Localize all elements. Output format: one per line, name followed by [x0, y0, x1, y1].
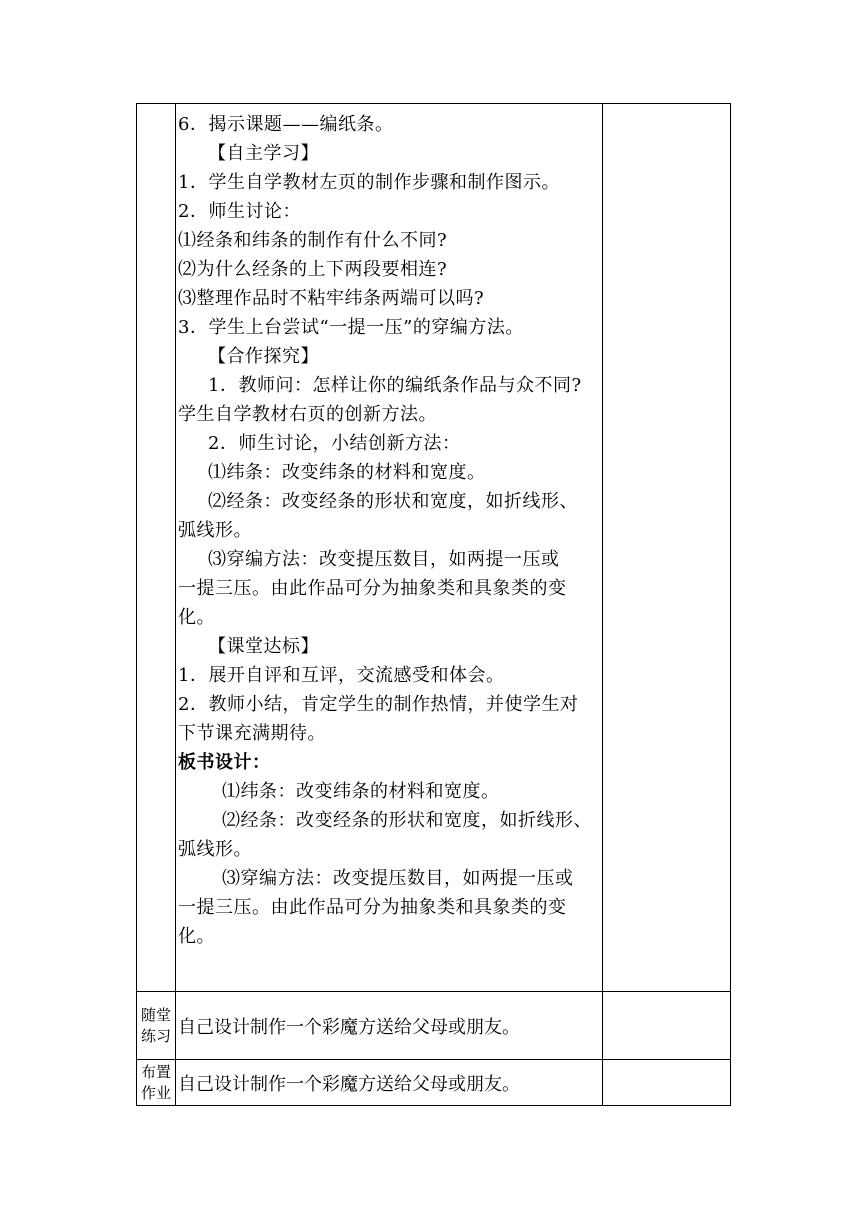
procedure-line: 下节课充满期待。: [178, 723, 326, 744]
procedure-line: ⑵经条：改变经条的形状和宽度，如折线形、: [222, 810, 592, 831]
practice-label-line2: 练习: [140, 1026, 171, 1045]
practice-notes-cell: [603, 992, 731, 1060]
homework-label-line1: 布置: [140, 1062, 171, 1081]
procedure-line: 弧线形。: [178, 839, 252, 860]
procedure-line: 【课堂达标】: [208, 636, 319, 657]
procedure-line: 3．学生上台尝试“一提一压”的穿编方法。: [178, 317, 524, 338]
procedure-line: ⑴纬条：改变纬条的材料和宽度。: [208, 462, 486, 483]
procedure-line: 化。: [178, 607, 215, 628]
practice-row: [137, 992, 731, 1060]
procedure-line: 2．师生讨论，小结创新方法：: [208, 433, 461, 454]
practice-label-line1: 随堂: [140, 1005, 171, 1024]
procedure-line: ⑶整理作品时不粘牢纬条两端可以吗?: [178, 288, 485, 309]
procedure-content: [176, 104, 603, 992]
practice-content: 自己设计制作一个彩魔方送给父母或朋友。: [176, 992, 603, 1060]
homework-notes-cell: [603, 1060, 731, 1106]
procedure-line: ⑶穿编方法：改变提压数目，如两提一压或: [208, 549, 560, 570]
procedure-line: ⑴纬条：改变纬条的材料和宽度。: [222, 781, 500, 802]
procedure-line: ⑶穿编方法：改变提压数目，如两提一压或: [222, 868, 574, 889]
procedure-line: 【自主学习】: [208, 143, 319, 164]
procedure-line: 化。: [178, 926, 215, 947]
procedure-notes-cell: [603, 104, 731, 992]
procedure-line: 弧线形。: [178, 520, 252, 541]
homework-label: [137, 1060, 176, 1106]
procedure-line: 1．展开自评和互评，交流感受和体会。: [178, 665, 505, 686]
procedure-line: ⑵为什么经条的上下两段要相连?: [178, 259, 448, 280]
procedure-line: 板书设计：: [178, 752, 271, 773]
procedure-lines: [178, 110, 602, 951]
homework-label-line2: 作业: [140, 1083, 171, 1102]
homework-content: 自己设计制作一个彩魔方送给父母或朋友。: [176, 1060, 603, 1106]
procedure-line: 【合作探究】: [208, 346, 319, 367]
procedure-line: 2．教师小结，肯定学生的制作热情，并使学生对: [178, 694, 579, 715]
lesson-plan-table: [136, 103, 731, 1106]
procedure-line: 1．教师问：怎样让你的编纸条作品与众不同?: [208, 375, 582, 396]
procedure-line: 一提三压。由此作品可分为抽象类和具象类的变: [178, 897, 567, 918]
procedure-line: ⑵经条：改变经条的形状和宽度，如折线形、: [208, 491, 578, 512]
procedure-row: [137, 104, 731, 992]
procedure-line: 6．揭示课题——编纸条。: [178, 114, 394, 135]
procedure-line: 学生自学教材右页的创新方法。: [178, 404, 437, 425]
procedure-label-cell: [137, 104, 176, 992]
procedure-line: 2．师生讨论：: [178, 201, 301, 222]
procedure-line: ⑴经条和纬条的制作有什么不同?: [178, 230, 448, 251]
practice-label: [137, 992, 176, 1060]
procedure-line: 1．学生自学教材左页的制作步骤和制作图示。: [178, 172, 560, 193]
homework-row: [137, 1060, 731, 1106]
procedure-line: 一提三压。由此作品可分为抽象类和具象类的变: [178, 578, 567, 599]
